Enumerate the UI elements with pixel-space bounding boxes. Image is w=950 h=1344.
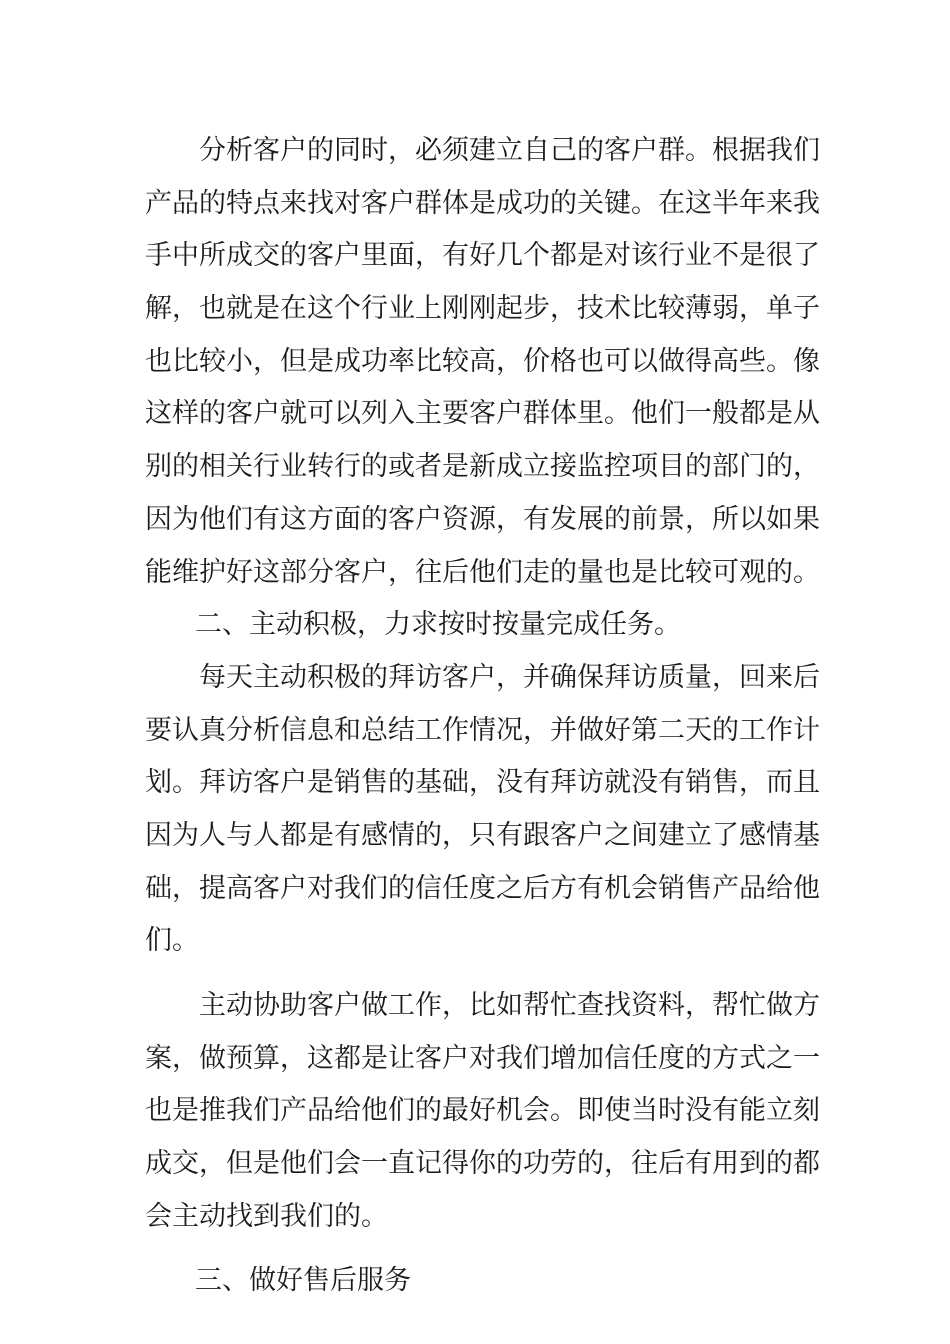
text-line: 这样的客户就可以列入主要客户群体里。他们一般都是从 <box>145 398 820 430</box>
paragraph-spacer <box>145 968 810 980</box>
paragraph <box>145 652 820 968</box>
section-heading <box>145 1255 810 1308</box>
text-line: 手中所成交的客户里面，有好几个都是对该行业不是很了 <box>145 240 820 272</box>
text-line: 能维护好这部分客户，往后他们走的量也是比较可观的。 <box>145 556 820 588</box>
document-body <box>145 125 820 1308</box>
paragraph <box>145 125 820 599</box>
text-line: 别的相关行业转行的或者是新成立接监控项目的部门的， <box>145 451 820 483</box>
paragraph <box>145 980 820 1243</box>
text-line: 划。拜访客户是销售的基础，没有拜访就没有销售，而且 <box>145 767 820 799</box>
text-line: 每天主动积极的拜访客户，并确保拜访质量，回来后 <box>199 661 820 693</box>
text-line: 成交，但是他们会一直记得你的功劳的，往后有用到的都 <box>145 1148 820 1180</box>
section-heading-text: 二、主动积极，力求按时按量完成任务。 <box>195 609 681 641</box>
text-line: 也是推我们产品给他们的最好机会。即使当时没有能立刻 <box>145 1095 820 1127</box>
text-line: 础，提高客户对我们的信任度之后方有机会销售产品给他 <box>145 872 820 904</box>
text-line: 产品的特点来找对客户群体是成功的关键。在这半年来我 <box>145 187 820 219</box>
text-line: 会主动找到我们的。 <box>145 1200 388 1232</box>
text-line: 也比较小，但是成功率比较高，价格也可以做得高些。像 <box>145 345 820 377</box>
text-line: 们。 <box>145 925 199 957</box>
text-line: 分析客户的同时，必须建立自己的客户群。根据我们 <box>199 135 820 166</box>
section-heading-text: 三、做好售后服务 <box>195 1265 411 1297</box>
text-line: 案，做预算，这都是让客户对我们增加信任度的方式之一 <box>145 1042 820 1074</box>
paragraph-spacer <box>145 1243 810 1255</box>
text-line: 因为人与人都是有感情的，只有跟客户之间建立了感情基 <box>145 819 820 851</box>
text-line: 主动协助客户做工作，比如帮忙查找资料，帮忙做方 <box>199 990 820 1021</box>
text-line: 因为他们有这方面的客户资源，有发展的前景，所以如果 <box>145 503 820 535</box>
section-heading <box>145 599 810 652</box>
text-line: 解，也就是在这个行业上刚刚起步，技术比较薄弱，单子 <box>145 293 820 325</box>
text-line: 要认真分析信息和总结工作情况，并做好第二天的工作计 <box>145 714 820 746</box>
